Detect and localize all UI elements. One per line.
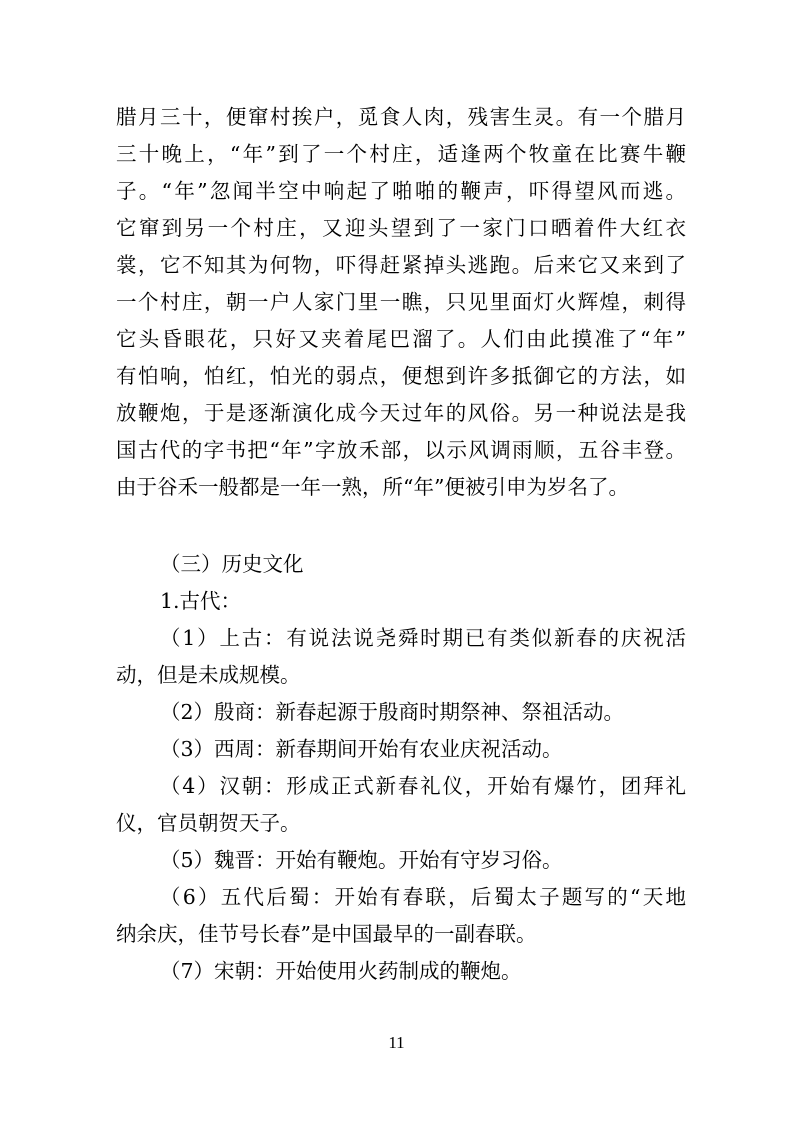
- paragraph-line: 一个村庄，朝一户人家门里一瞧，只见里面灯火辉煌，刺得: [116, 290, 686, 314]
- history-item-line: 动，但是未成规模。: [116, 663, 301, 687]
- history-item: （2）殷商：新春起源于殷商时期祭神、祭祖活动。: [160, 700, 625, 724]
- section-subheading: 1.古代：: [160, 589, 242, 613]
- history-item: （5）魏晋：开始有鞭炮。开始有守岁习俗。: [160, 848, 563, 872]
- paragraph-line: 子。“年”忽闻半空中响起了啪啪的鞭声，吓得望风而逃。: [116, 179, 686, 203]
- paragraph-line: 三十晚上，“年”到了一个村庄，适逢两个牧童在比赛牛鞭: [116, 142, 686, 166]
- paragraph-line: 放鞭炮，于是逐渐演化成今天过年的风俗。另一种说法是我: [116, 401, 686, 425]
- paragraph-line: 它窜到另一个村庄，又迎头望到了一家门口晒着件大红衣: [116, 216, 686, 240]
- history-item-line: 仪，官员朝贺天子。: [116, 811, 301, 835]
- history-item-line: （1）上古：有说法说尧舜时期已有类似新春的庆祝活: [160, 626, 686, 650]
- paragraph-line: 有怕响，怕红，怕光的弱点，便想到许多抵御它的方法，如: [116, 364, 686, 388]
- history-item-line: （6）五代后蜀：开始有春联，后蜀太子题写的“天地: [160, 885, 686, 909]
- paragraph-line: 国古代的字书把“年”字放禾部，以示风调雨顺，五谷丰登。: [116, 438, 686, 462]
- page-number: 11: [388, 1033, 405, 1052]
- history-item: （3）西周：新春期间开始有农业庆祝活动。: [160, 737, 563, 761]
- history-item-line: （4）汉朝：形成正式新春礼仪，开始有爆竹，团拜礼: [160, 774, 686, 798]
- paragraph-line: 由于谷禾一般都是一年一熟，所“年”便被引申为岁名了。: [116, 475, 629, 499]
- history-item-line: 纳余庆，佳节号长春”是中国最早的一副春联。: [116, 922, 537, 946]
- section-heading: （三）历史文化: [160, 552, 304, 576]
- history-item: （7）宋朝：开始使用火药制成的鞭炮。: [160, 959, 522, 983]
- paragraph-line: 腊月三十，便窜村挨户，觅食人肉，残害生灵。有一个腊月: [116, 105, 686, 129]
- paragraph-line: 它头昏眼花，只好又夹着尾巴溜了。人们由此摸准了“年”: [116, 327, 686, 351]
- paragraph-line: 裳，它不知其为何物，吓得赶紧掉头逃跑。后来它又来到了: [116, 253, 686, 277]
